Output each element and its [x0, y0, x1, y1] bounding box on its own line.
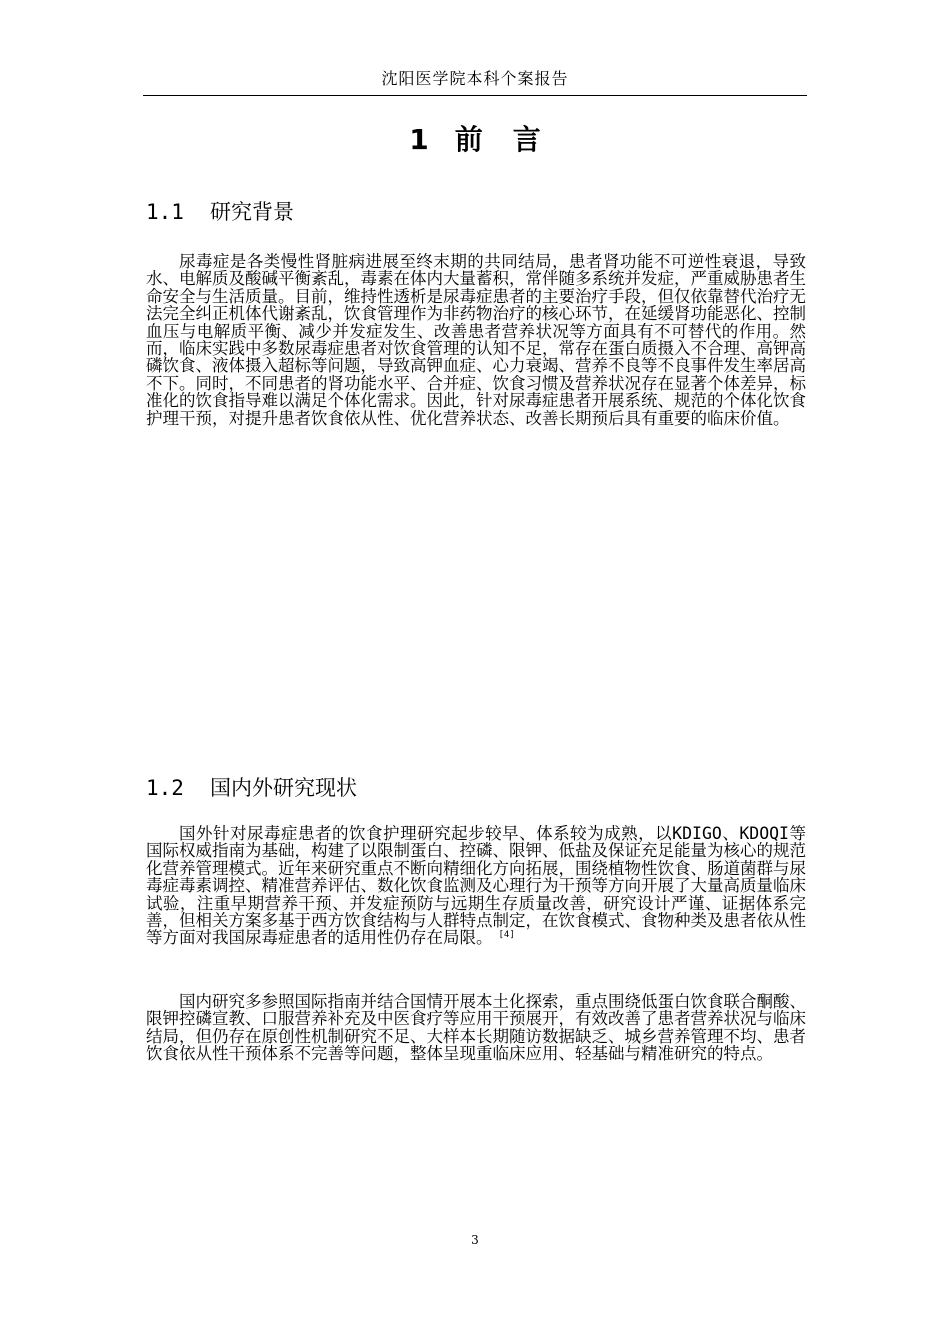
citation-marker: [4] [498, 929, 515, 940]
header-divider [143, 95, 807, 96]
section-title: 研究背景 [210, 200, 294, 224]
chapter-title [143, 120, 807, 160]
section-title: 国内外研究现状 [210, 776, 357, 800]
paragraph-domestic-research: 国内研究多参照国际指南并结合国情开展本土化探索，重点围绕低蛋白饮食联合酮酸、限钾控磷宣教、口服营养补充及中医食疗等应用干预展开，有效改善了患者营养状况与临床结局，但仍存在原创性机制研究不足、大样本长期随访数据缺乏、城乡营养管理不均、患者饮食依从性干预体系不完善等问题，整体呈现重临床应用、轻基础与精准研究的特点。 [146, 992, 806, 1064]
page-number: 3 [471, 1233, 479, 1247]
section-heading-1-1 [146, 197, 294, 227]
chapter-title-part1: 前 [454, 123, 483, 156]
paragraph-foreign-research [146, 825, 806, 947]
chapter-number: 1 [409, 123, 429, 156]
paragraph-research-background: 尿毒症是各类慢性肾脏病进展至终末期的共同结局，患者肾功能不可逆性衰退，导致水、电解质及酸碱平衡紊乱，毒素在体内大量蓄积，常伴随多系统并发症，严重威胁患者生命安全与生活质量。目前，维持性透析是尿毒症患者的主要治疗手段，但仅依靠替代治疗无法完全纠正机体代谢紊乱，饮食管理作为非药物治疗的核心环节，在延缓肾功能恶化、控制血压与电解质平衡、减少并发症发生、改善患者营养状况等方面具有不可替代的作用。然而，临床实践中多数尿毒症患者对饮食管理的认知不足，常存在蛋白质摄入不合理、高钾高磷饮食、液体摄入超标等问题，导致高钾血症、心力衰竭、营养不良等不良事件发生率居高不下。同时，不同患者的肾功能水平、合并症、饮食习惯及营养状况存在显著个体差异，标准化的饮食指导难以满足个体化需求。因此，针对尿毒症患者开展系统、规范的个体化饮食护理干预，对提升患者饮食依从性、优化营养状态、改善长期预后具有重要的临床价值。 [146, 252, 806, 428]
section-heading-1-2 [146, 773, 357, 803]
chapter-title-part2: 言 [512, 123, 541, 156]
section-number: 1.1 [146, 200, 184, 224]
running-header: 沈阳医学院本科个案报告 [381, 69, 569, 88]
paragraph-text: 国外针对尿毒症患者的饮食护理研究起步较早、体系较为成熟，以KDIGO、KDOQI等国际权威指南为基础，构建了以限制蛋白、控磷、限钾、低盐及保证充足能量为核心的规范化营养管理模式。近年来研究重点不断向精细化方向拓展，围绕植物性饮食、肠道菌群与尿毒症毒素调控、精准营养评估、数化饮食监测及心理行为干预等方向开展了大量高质量临床试验，注重早期营养干预、并发症预防与远期生存质量改善，研究设计严谨、证据体系完善，但相关方案多基于西方饮食结构与人群特点制定，在饮食模式、食物种类及患者依从性等方面对我国尿毒症患者的适用性仍存在局限。 [146, 824, 806, 948]
section-number: 1.2 [146, 776, 184, 800]
